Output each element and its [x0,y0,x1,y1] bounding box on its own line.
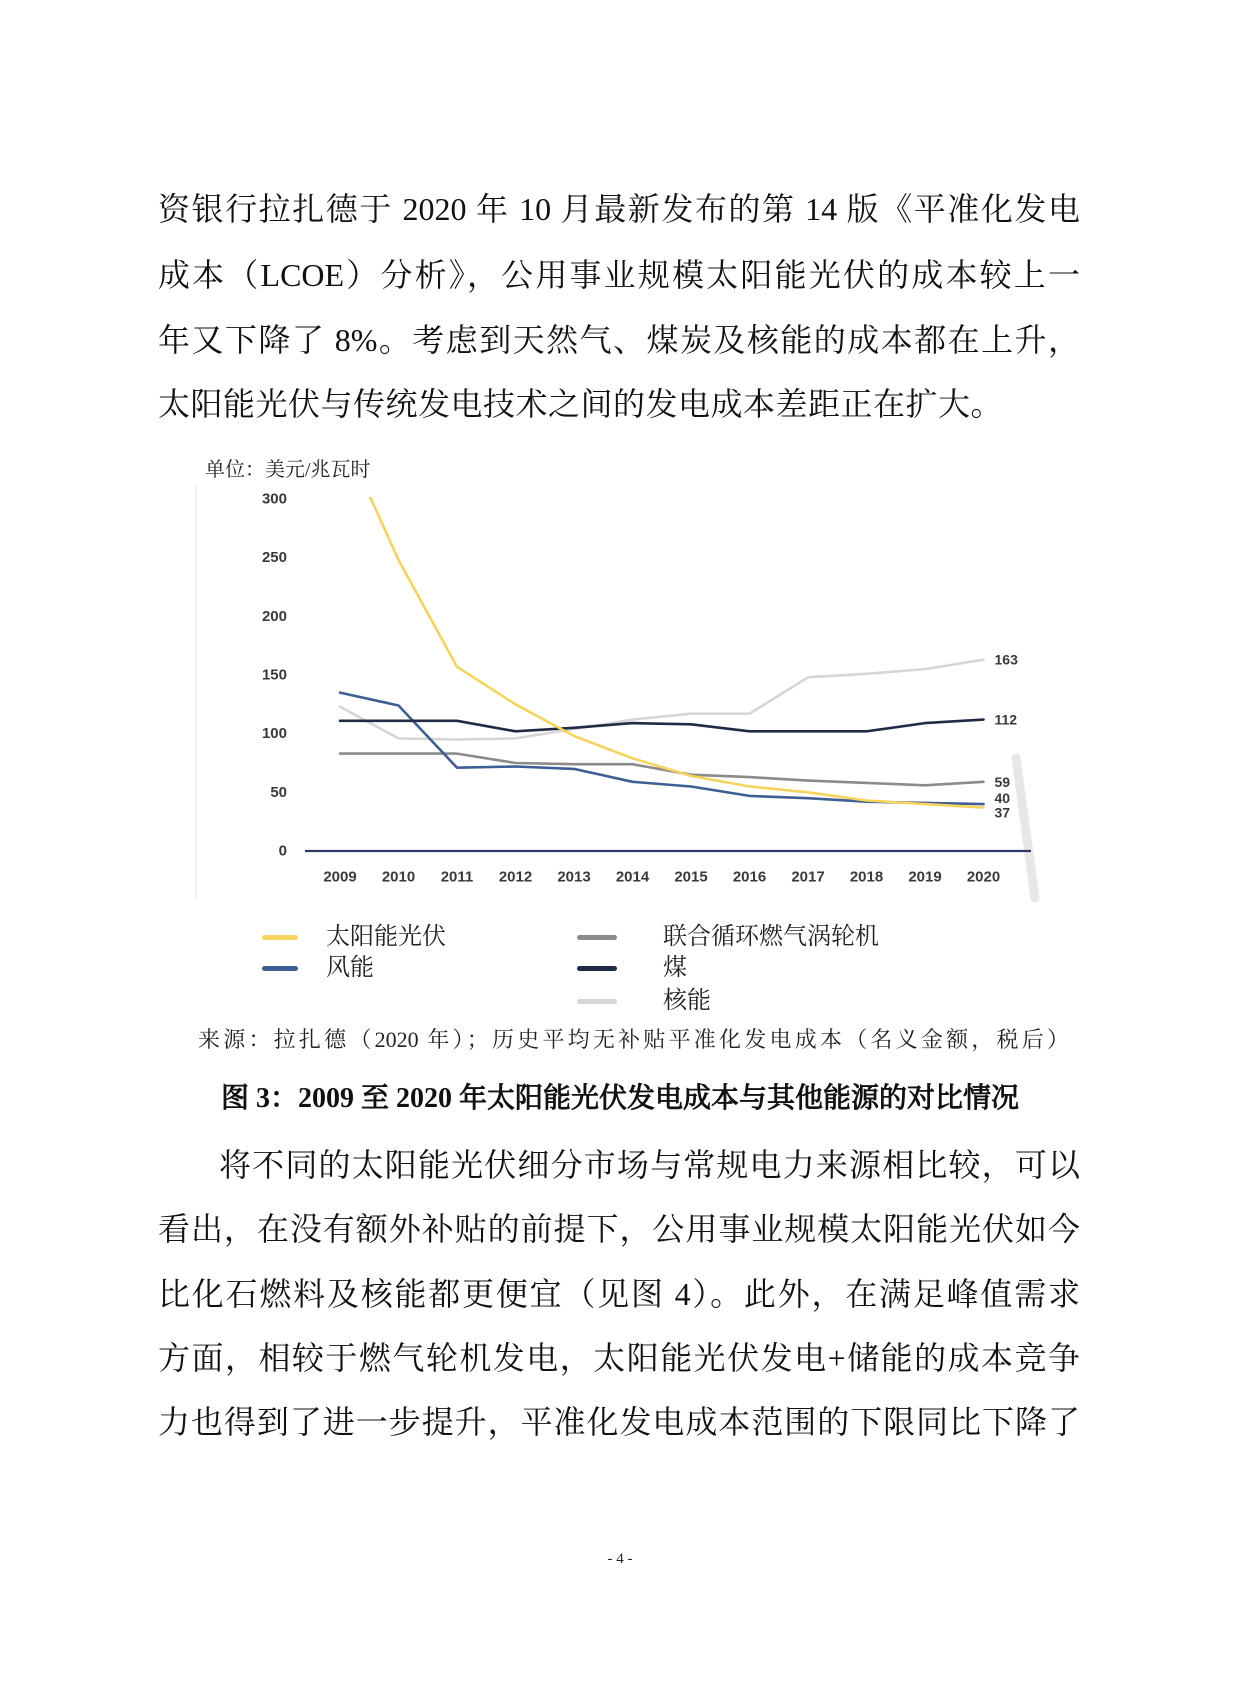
legend-label-solar-pv: 太阳能光伏 [326,923,446,950]
legend-label-gas-combined-cycle: 联合循环燃气涡轮机 [663,923,879,950]
wind-line [340,693,984,805]
legend-swatch-solar-pv [262,935,298,940]
paragraph-1-line: 成本（LCOE）分析》，公用事业规模太阳能光伏的成本较上一 [158,257,1080,293]
nuclear-end-label: 163 [994,651,1018,668]
figure-source: 来源：拉扎德（2020 年）；历史平均无补贴平准化发电成本（名义金额，税后） [198,1027,1069,1052]
paragraph-2-line: 看出，在没有额外补贴的前提下，公用事业规模太阳能光伏如今 [158,1211,1080,1247]
y-tick-label: 50 [270,783,287,801]
x-tick-label: 2014 [615,868,650,886]
paragraph-2-line: 将不同的太阳能光伏细分市场与常规电力来源相比较，可以 [219,1147,1080,1183]
paragraph-2-line: 力也得到了进一步提升，平准化发电成本范围的下限同比下降了 [158,1404,1080,1440]
paragraph-1-line: 年又下降了 8%。考虑到天然气、煤炭及核能的成本都在上升， [158,322,1080,358]
x-tick-label: 2016 [732,868,767,886]
x-tick-label: 2009 [323,868,357,886]
paragraph-1-line: 太阳能光伏与传统发电技术之间的发电成本差距正在扩大。 [158,386,1004,422]
y-tick-label: 100 [261,725,287,743]
page-number: - 4 - [607,1551,633,1567]
x-tick-label: 2018 [849,868,884,886]
y-axis [262,491,287,860]
paragraph-1-line: 资银行拉扎德于 2020 年 10 月最新发布的第 14 版《平准化发电 [158,191,1080,227]
legend-label-wind: 风能 [326,954,374,981]
series-lines [340,440,984,808]
legend-swatch-coal [577,966,617,971]
y-tick-label: 150 [261,666,287,684]
solar-pv-end-label: 37 [994,804,1011,821]
lcoe-line-chart [0,440,1240,920]
y-tick-label: 0 [278,842,287,860]
x-axis [323,869,1000,886]
coal-end-label: 112 [994,711,1018,728]
legend-label-nuclear: 核能 [663,987,711,1014]
x-tick-label: 2012 [498,868,533,886]
x-tick-label: 2010 [381,868,416,886]
x-tick-label: 2011 [440,868,474,886]
y-tick-label: 300 [261,490,287,508]
legend-label-coal: 煤 [663,954,687,981]
coal-line [340,720,984,732]
x-tick-label: 2019 [908,868,942,886]
x-tick-label: 2015 [674,868,708,886]
x-tick-label: 2017 [791,868,825,886]
scan-artifact [1016,758,1035,898]
x-tick-label: 2020 [966,868,1001,886]
gas-combined-cycle-end-label: 59 [994,773,1011,790]
legend-swatch-nuclear [577,999,617,1004]
gas-combined-cycle-line [340,754,984,786]
y-tick-label: 250 [261,549,287,567]
wind-end-label: 40 [994,790,1011,807]
y-tick-label: 200 [261,607,287,625]
paragraph-2-line: 比化石燃料及核能都更便宜（见图 4）。此外，在满足峰值需求 [158,1276,1080,1312]
paragraph-2-line: 方面，相较于燃气轮机发电，太阳能光伏发电+储能的成本竞争 [158,1340,1080,1376]
chart-unit-label: 单位：美元/兆瓦时 [205,459,371,481]
legend-swatch-gas-combined-cycle [577,935,617,940]
figure-caption: 图 3：2009 至 2020 年太阳能光伏发电成本与其他能源的对比情况 [220,1083,1019,1114]
legend-swatch-wind [262,966,298,971]
end-labels [995,652,1019,821]
x-tick-label: 2013 [557,868,591,886]
